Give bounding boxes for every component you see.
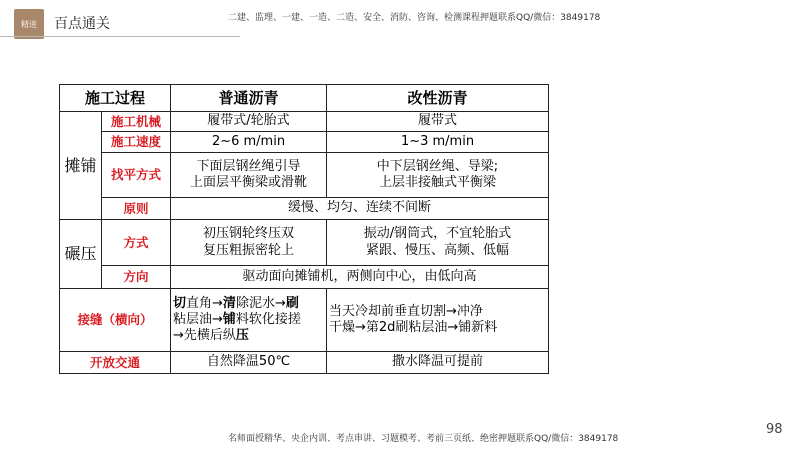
cell-modified — [327, 153, 549, 198]
cell-normal — [171, 289, 327, 352]
text-line: 振动/钢筒式，不宜轮胎式 — [363, 226, 512, 242]
cell-modified — [327, 289, 549, 352]
text-line: 初压钢轮终压双 — [202, 226, 294, 242]
table-row — [60, 289, 549, 352]
keyword: 切 — [173, 295, 187, 311]
row-label: 方向 — [102, 266, 171, 289]
text-line: 当天冷却前垂直切割→冲净 — [329, 303, 483, 319]
cell-normal — [171, 220, 327, 266]
logo: 精进 — [14, 9, 44, 39]
col-header-normal: 普通沥青 — [171, 85, 327, 112]
text-line: 中下层钢丝绳、导梁; — [376, 158, 499, 174]
cell-modified: 1~3 m/min — [327, 132, 549, 153]
text-line: 上层非接触式平衡梁 — [378, 175, 496, 190]
text-line: 紧跟、慢压、高频、低幅 — [365, 242, 509, 258]
table-row — [60, 220, 549, 266]
text-span: 直角→ — [186, 295, 223, 311]
keyword: 压 — [235, 328, 249, 344]
text-line: 上面层平衡梁或滑靴 — [189, 175, 307, 190]
text-line — [173, 312, 326, 328]
asphalt-comparison-table — [59, 84, 549, 374]
keyword: 清 — [222, 295, 236, 311]
col-header-process: 施工过程 — [60, 85, 171, 112]
col-header-modified: 改性沥青 — [327, 85, 549, 112]
page-title: 百点通关 — [54, 16, 110, 32]
row-label-traffic: 开放交通 — [60, 352, 171, 374]
text-line: 干燥→第2d刷粘层油→铺新料 — [329, 320, 498, 335]
text-span: 粘层油→ — [173, 311, 223, 327]
cell-modified: 撒水降温可提前 — [327, 352, 549, 374]
row-label: 找平方式 — [102, 153, 171, 198]
cell-modified — [327, 220, 549, 266]
row-label: 方式 — [102, 220, 171, 266]
table-row — [60, 266, 549, 289]
text-span: 料软化接搓 — [235, 311, 301, 327]
row-label: 施工机械 — [102, 112, 171, 132]
text-line — [173, 296, 326, 312]
cell-merged: 驱动面向摊铺机，两侧向中心，由低向高 — [171, 266, 549, 289]
text-line: 下面层钢丝绳引导 — [196, 158, 301, 174]
row-label: 原则 — [102, 198, 171, 220]
row-label: 施工速度 — [102, 132, 171, 153]
category-rolling: 碾压 — [60, 220, 102, 289]
cell-normal: 履带式/轮胎式 — [171, 112, 327, 132]
category-paving: 摊铺 — [60, 112, 102, 220]
table-row — [60, 153, 549, 198]
table-row — [60, 352, 549, 374]
text-span: 除泥水→ — [235, 295, 286, 311]
top-note: 二建、监理、一建、一造、二造、安全、消防、咨询、检测课程押题联系QQ/微信：3849178 — [228, 13, 601, 23]
cell-modified: 履带式 — [327, 112, 549, 132]
row-label-joint: 接缝（横向） — [60, 289, 171, 352]
cell-normal: 2~6 m/min — [171, 132, 327, 153]
cell-merged: 缓慢、均匀、连续不间断 — [171, 198, 549, 220]
page-number: 98 — [766, 422, 783, 437]
table-row — [60, 132, 549, 153]
table-header-row — [60, 85, 549, 112]
keyword: 刷 — [285, 295, 299, 311]
keyword: 铺 — [222, 311, 236, 327]
text-line: 复压粗振密轮上 — [202, 242, 294, 258]
header-divider — [0, 36, 240, 37]
bottom-note: 名师面授精华、央企内训、考点串讲、习题模考、考前三页纸、绝密押题联系QQ/微信：3849178 — [228, 434, 619, 444]
text-line — [173, 328, 326, 344]
cell-normal — [171, 153, 327, 198]
table-row — [60, 198, 549, 220]
cell-normal: 自然降温50℃ — [171, 352, 327, 374]
text-span: →先横后纵 — [173, 328, 236, 344]
table-row — [60, 112, 549, 132]
